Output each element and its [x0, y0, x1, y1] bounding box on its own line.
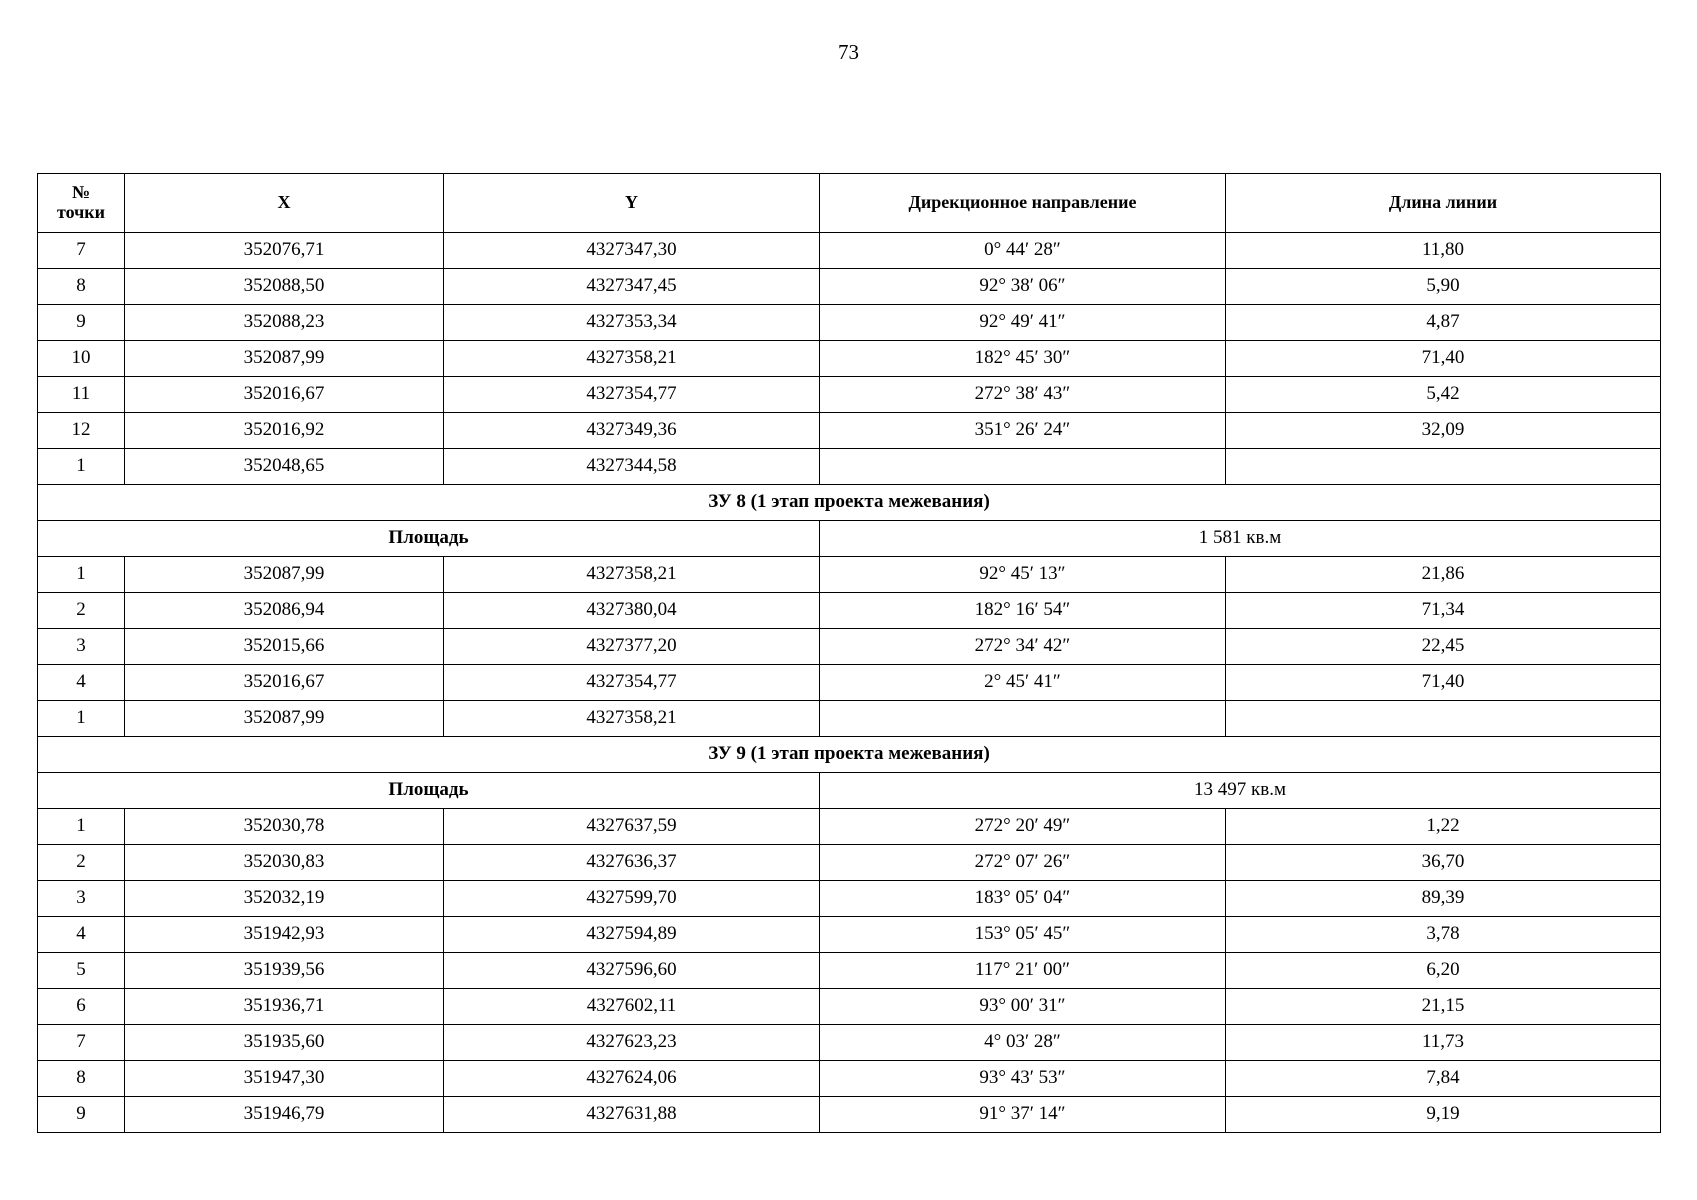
cell-point-number: 3 [38, 881, 125, 917]
cell-point-number: 6 [38, 989, 125, 1025]
cell-direction: 91° 37′ 14″ [820, 1097, 1226, 1133]
table-row [38, 305, 1661, 341]
cell-y: 4327354,77 [444, 665, 820, 701]
cell-length: 71,40 [1226, 341, 1661, 377]
cell-length: 4,87 [1226, 305, 1661, 341]
cell-direction: 272° 20′ 49″ [820, 809, 1226, 845]
cell-length: 9,19 [1226, 1097, 1661, 1133]
cell-direction: 272° 07′ 26″ [820, 845, 1226, 881]
table-row [38, 917, 1661, 953]
cell-point-number: 9 [38, 305, 125, 341]
table-row [38, 449, 1661, 485]
cell-length: 71,40 [1226, 665, 1661, 701]
zu9-section-area-label: Площадь [38, 773, 820, 809]
cell-y: 4327358,21 [444, 341, 820, 377]
cell-x: 352016,67 [125, 377, 444, 413]
header-direction: Дирекционное направление [820, 174, 1226, 233]
cell-length: 1,22 [1226, 809, 1661, 845]
cell-point-number: 8 [38, 1061, 125, 1097]
cell-y: 4327599,70 [444, 881, 820, 917]
cell-length: 7,84 [1226, 1061, 1661, 1097]
cell-y: 4327623,23 [444, 1025, 820, 1061]
cell-length: 71,34 [1226, 593, 1661, 629]
cell-length: 5,90 [1226, 269, 1661, 305]
cell-length: 22,45 [1226, 629, 1661, 665]
cell-point-number: 8 [38, 269, 125, 305]
cell-point-number: 7 [38, 233, 125, 269]
cell-point-number: 9 [38, 1097, 125, 1133]
cell-x: 352015,66 [125, 629, 444, 665]
cell-length: 11,80 [1226, 233, 1661, 269]
zu8-section-area-row [38, 521, 1661, 557]
cell-direction: 2° 45′ 41″ [820, 665, 1226, 701]
cell-length: 21,15 [1226, 989, 1661, 1025]
table-row [38, 377, 1661, 413]
cell-y: 4327596,60 [444, 953, 820, 989]
header-point-number-line2: точки [56, 202, 106, 222]
table-row [38, 665, 1661, 701]
table-body [38, 233, 1661, 1133]
table-row [38, 233, 1661, 269]
cell-x: 352076,71 [125, 233, 444, 269]
cell-x: 351939,56 [125, 953, 444, 989]
cell-direction: 0° 44′ 28″ [820, 233, 1226, 269]
cell-direction: 182° 45′ 30″ [820, 341, 1226, 377]
cell-x: 352032,19 [125, 881, 444, 917]
zu8-section-area-label: Площадь [38, 521, 820, 557]
cell-y: 4327624,06 [444, 1061, 820, 1097]
cell-point-number: 7 [38, 1025, 125, 1061]
cell-x: 352088,23 [125, 305, 444, 341]
cell-point-number: 2 [38, 593, 125, 629]
cell-direction [820, 701, 1226, 737]
table-row [38, 341, 1661, 377]
cell-point-number: 2 [38, 845, 125, 881]
cell-x: 352030,83 [125, 845, 444, 881]
zu9-section-area-row [38, 773, 1661, 809]
cell-direction: 117° 21′ 00″ [820, 953, 1226, 989]
header-point-number [38, 174, 125, 233]
cell-x: 352086,94 [125, 593, 444, 629]
cell-length: 89,39 [1226, 881, 1661, 917]
cell-direction: 92° 45′ 13″ [820, 557, 1226, 593]
cell-x: 352087,99 [125, 341, 444, 377]
cell-x: 351946,79 [125, 1097, 444, 1133]
cell-length [1226, 449, 1661, 485]
cell-direction: 93° 00′ 31″ [820, 989, 1226, 1025]
table-row [38, 809, 1661, 845]
header-x: X [125, 174, 444, 233]
zu8-section-area-value: 1 581 кв.м [820, 521, 1661, 557]
table-row [38, 845, 1661, 881]
header-length: Длина линии [1226, 174, 1661, 233]
cell-y: 4327631,88 [444, 1097, 820, 1133]
cell-x: 351935,60 [125, 1025, 444, 1061]
cell-y: 4327380,04 [444, 593, 820, 629]
header-point-number-line1: № [71, 182, 91, 203]
cell-length: 3,78 [1226, 917, 1661, 953]
cell-point-number: 1 [38, 557, 125, 593]
cell-length: 5,42 [1226, 377, 1661, 413]
cell-length: 11,73 [1226, 1025, 1661, 1061]
page-number: 73 [838, 40, 859, 64]
cell-y: 4327358,21 [444, 701, 820, 737]
cell-y: 4327602,11 [444, 989, 820, 1025]
table-header-row [38, 174, 1661, 233]
cell-x: 351936,71 [125, 989, 444, 1025]
cell-x: 351947,30 [125, 1061, 444, 1097]
cell-x: 352088,50 [125, 269, 444, 305]
table-row [38, 989, 1661, 1025]
table-row [38, 413, 1661, 449]
table-row [38, 881, 1661, 917]
table-row [38, 1097, 1661, 1133]
cell-y: 4327637,59 [444, 809, 820, 845]
cell-point-number: 12 [38, 413, 125, 449]
zu8-section-title-row [38, 485, 1661, 521]
cell-length: 21,86 [1226, 557, 1661, 593]
cell-point-number: 5 [38, 953, 125, 989]
cell-x: 352016,92 [125, 413, 444, 449]
cell-y: 4327594,89 [444, 917, 820, 953]
cell-length: 36,70 [1226, 845, 1661, 881]
cell-direction: 182° 16′ 54″ [820, 593, 1226, 629]
table-row [38, 557, 1661, 593]
zu8-section-title: ЗУ 8 (1 этап проекта межевания) [38, 485, 1661, 521]
cell-point-number: 10 [38, 341, 125, 377]
coordinates-table [37, 173, 1661, 1133]
zu9-section-title-row [38, 737, 1661, 773]
table-row [38, 593, 1661, 629]
table-row [38, 629, 1661, 665]
cell-length: 32,09 [1226, 413, 1661, 449]
cell-x: 352048,65 [125, 449, 444, 485]
header-y: Y [444, 174, 820, 233]
cell-y: 4327358,21 [444, 557, 820, 593]
cell-point-number: 11 [38, 377, 125, 413]
cell-x: 352030,78 [125, 809, 444, 845]
cell-length [1226, 701, 1661, 737]
cell-y: 4327347,30 [444, 233, 820, 269]
table-row [38, 1025, 1661, 1061]
table-row [38, 953, 1661, 989]
cell-y: 4327347,45 [444, 269, 820, 305]
cell-direction: 92° 38′ 06″ [820, 269, 1226, 305]
cell-direction: 93° 43′ 53″ [820, 1061, 1226, 1097]
cell-x: 352087,99 [125, 557, 444, 593]
table-row [38, 269, 1661, 305]
cell-point-number: 1 [38, 701, 125, 737]
zu9-section-title: ЗУ 9 (1 этап проекта межевания) [38, 737, 1661, 773]
cell-direction: 272° 34′ 42″ [820, 629, 1226, 665]
cell-x: 352016,67 [125, 665, 444, 701]
cell-length: 6,20 [1226, 953, 1661, 989]
cell-direction: 272° 38′ 43″ [820, 377, 1226, 413]
cell-direction: 183° 05′ 04″ [820, 881, 1226, 917]
cell-y: 4327349,36 [444, 413, 820, 449]
cell-point-number: 4 [38, 665, 125, 701]
cell-point-number: 1 [38, 449, 125, 485]
cell-direction: 351° 26′ 24″ [820, 413, 1226, 449]
cell-direction: 92° 49′ 41″ [820, 305, 1226, 341]
cell-point-number: 1 [38, 809, 125, 845]
cell-y: 4327344,58 [444, 449, 820, 485]
cell-direction: 4° 03′ 28″ [820, 1025, 1226, 1061]
cell-direction: 153° 05′ 45″ [820, 917, 1226, 953]
cell-point-number: 4 [38, 917, 125, 953]
cell-direction [820, 449, 1226, 485]
cell-y: 4327354,77 [444, 377, 820, 413]
cell-point-number: 3 [38, 629, 125, 665]
cell-y: 4327377,20 [444, 629, 820, 665]
table-row [38, 1061, 1661, 1097]
cell-x: 351942,93 [125, 917, 444, 953]
cell-x: 352087,99 [125, 701, 444, 737]
cell-y: 4327353,34 [444, 305, 820, 341]
zu9-section-area-value: 13 497 кв.м [820, 773, 1661, 809]
table-row [38, 701, 1661, 737]
cell-y: 4327636,37 [444, 845, 820, 881]
